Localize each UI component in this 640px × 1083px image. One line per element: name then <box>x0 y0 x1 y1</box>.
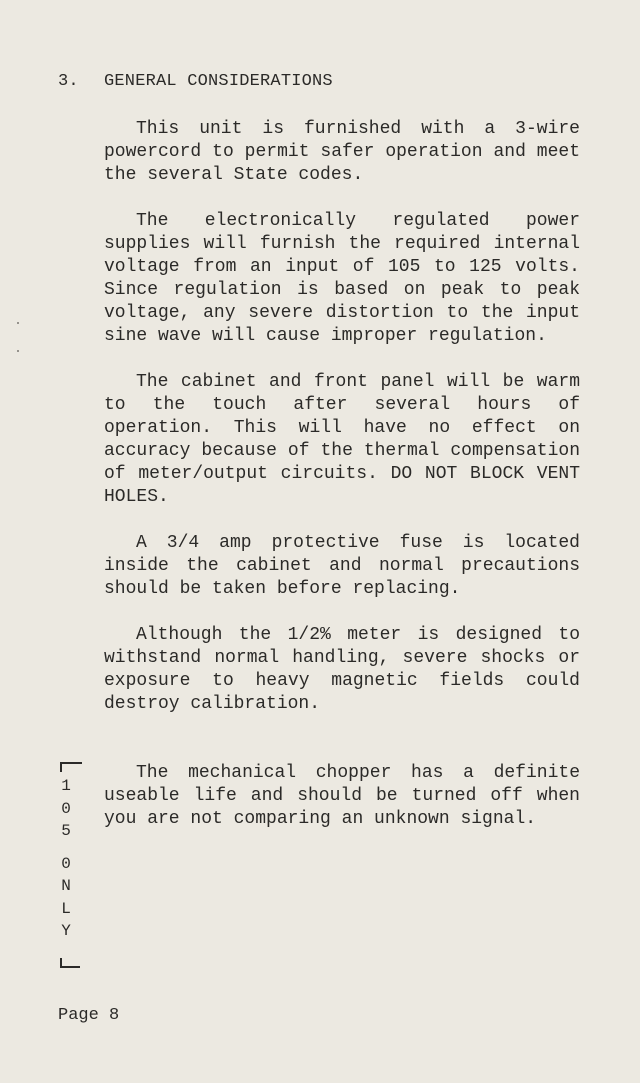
margin-bracket-bottom <box>60 958 80 968</box>
paragraph-fuse: A 3/4 amp protective fuse is located inside the cabinet and normal precautions should be taken before replacing. <box>104 533 580 599</box>
section-heading <box>58 72 333 91</box>
paragraph-meter: Although the 1/2% meter is designed to withstand normal handling, severe shocks or exposure to heavy magnetic fields could destroy calibration. <box>104 625 580 714</box>
paragraph-chopper: The mechanical chopper has a definite useable life and should be turned off when you are not comparing an unknown signal. <box>104 763 580 829</box>
paragraph-power-supplies: The electronically regulated power supplies will furnish the required internal voltage from an input of 105 to 125 volts. Since regulation is based on peak to peak voltage, any severe distortion to the input sine wave will cause improper regulation. <box>104 211 580 346</box>
section-body <box>104 118 580 854</box>
paper-speck <box>17 322 19 324</box>
paragraph-cabinet-warmth: The cabinet and front panel will be warm to the touch after several hours of operation. This will have no effect on accuracy because of the thermal compensation of meter/output circuits. DO NOT BLOCK VENT HOLES. <box>104 372 580 507</box>
margin-model-note <box>56 775 76 943</box>
page-number: Page 8 <box>58 1006 120 1025</box>
section-number: 3. <box>58 72 79 91</box>
margin-char: Y <box>61 922 71 940</box>
margin-char: 1 <box>61 777 71 795</box>
margin-char: 0 <box>61 854 71 873</box>
margin-char: 5 <box>61 822 71 840</box>
paragraph-powercord: This unit is furnished with a 3-wire powercord to permit safer operation and meet the several State codes. <box>104 119 580 185</box>
paper-speck <box>17 350 19 352</box>
margin-char: L <box>61 899 71 918</box>
margin-char: 0 <box>61 799 71 818</box>
margin-bracket-top <box>60 762 82 772</box>
section-title: GENERAL CONSIDERATIONS <box>104 72 333 91</box>
margin-char: N <box>61 877 71 895</box>
